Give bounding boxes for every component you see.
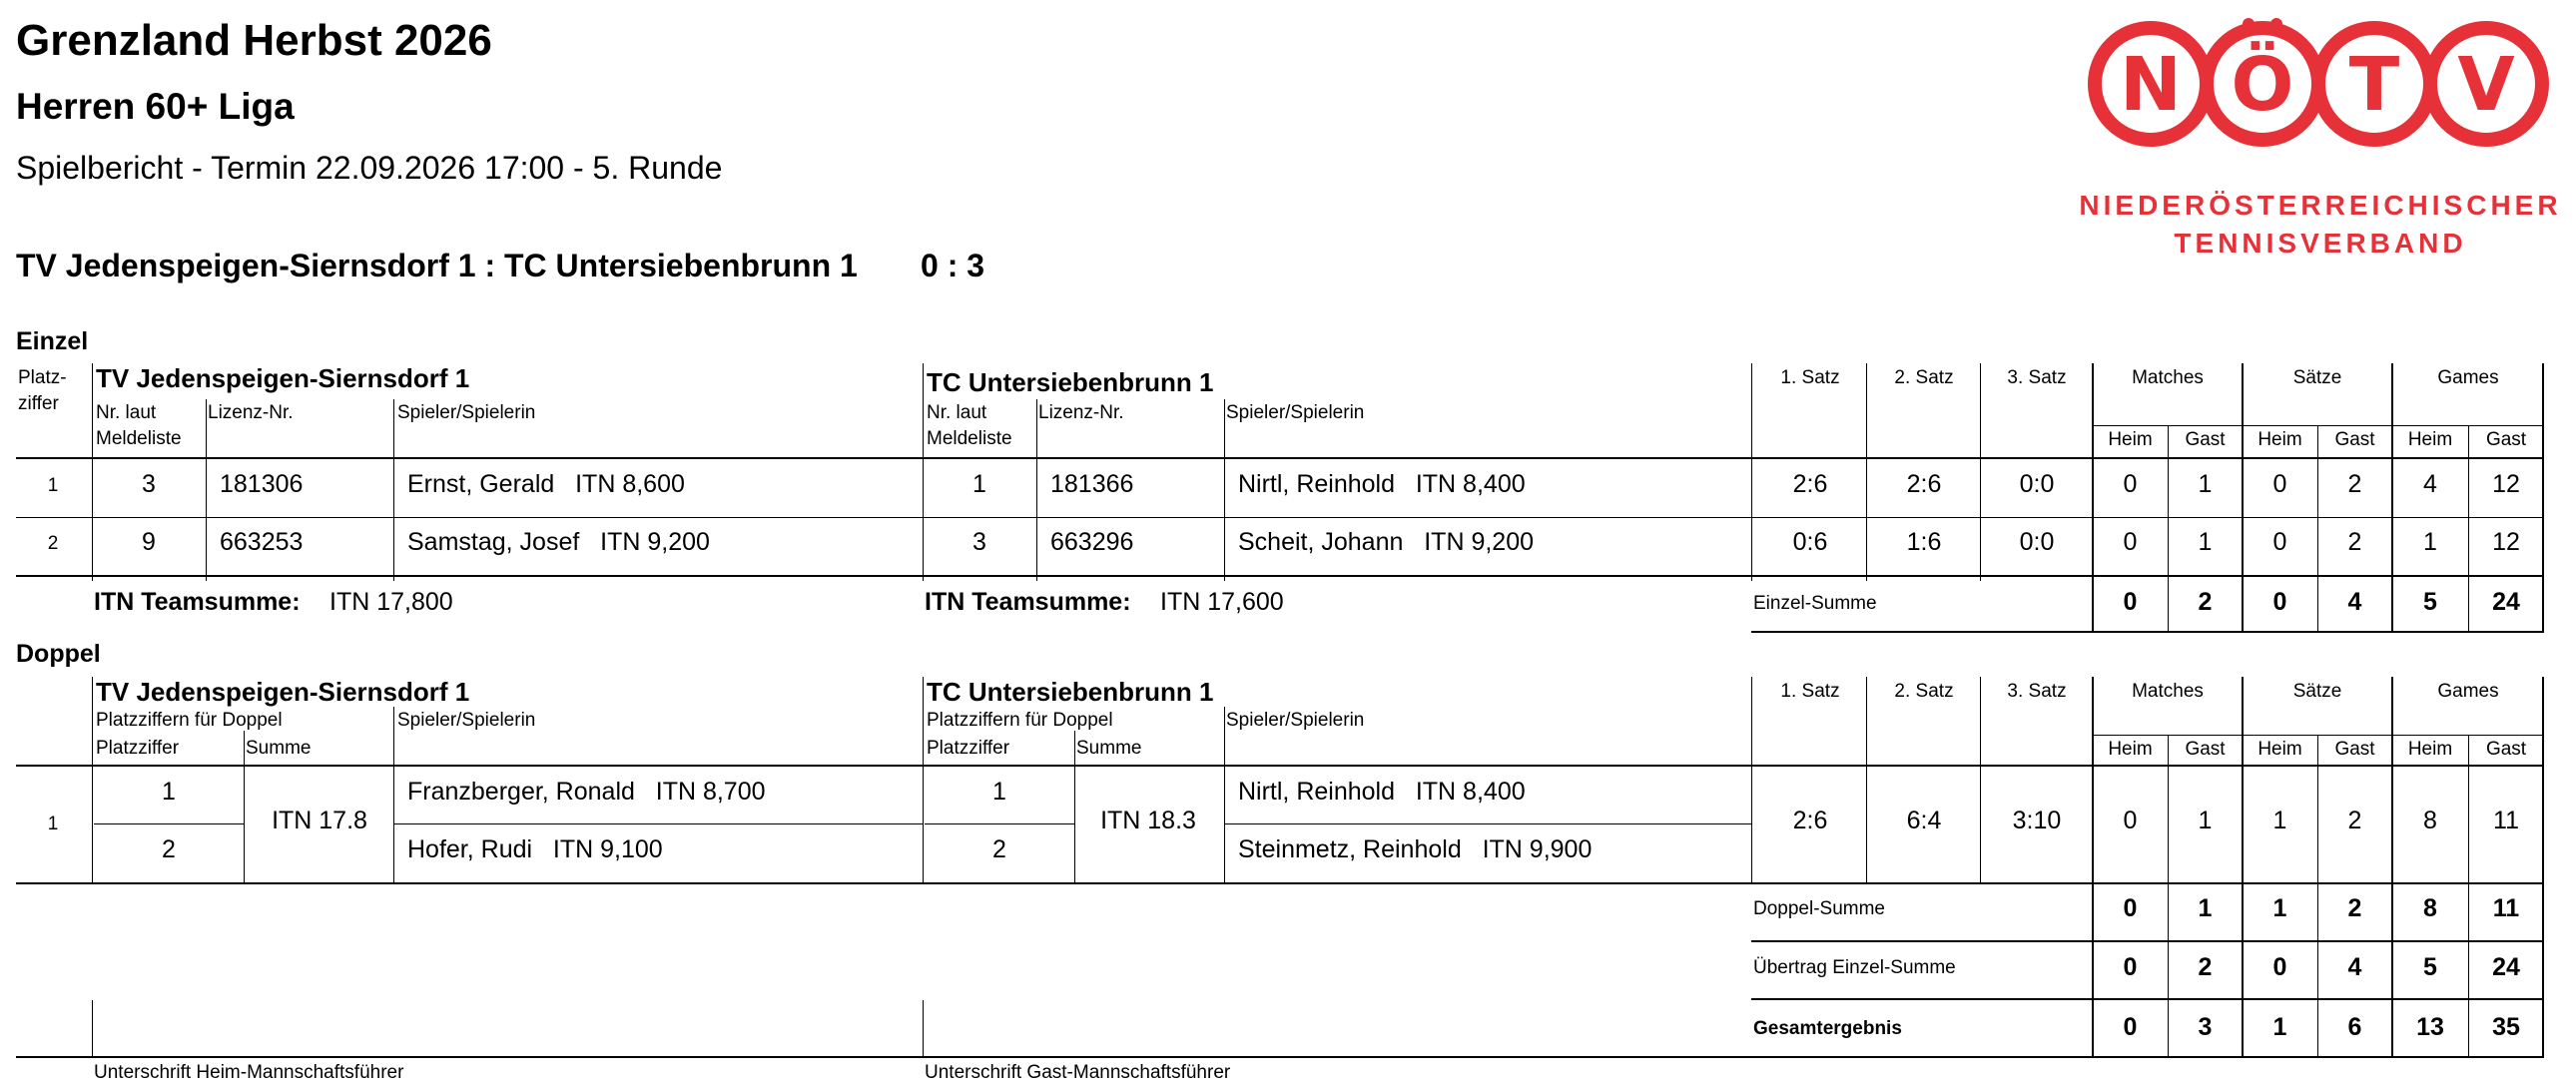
- total-cell: 13: [2416, 1013, 2444, 1041]
- platz-cell: 1: [47, 814, 59, 834]
- logo-letter-o: Ö: [2231, 42, 2294, 128]
- home-player1-cell: Franzberger, Ronald ITN 8,700: [407, 778, 766, 806]
- signature-box-left: [92, 1000, 93, 1056]
- col-spieler-guest: Spieler/Spielerin: [1226, 710, 1365, 731]
- grid-line: [393, 823, 923, 824]
- gast-label: Gast: [2334, 429, 2375, 450]
- grid-line: [2092, 363, 2094, 633]
- heim-label: Heim: [2257, 429, 2302, 450]
- home-lizenz-cell: 663253: [220, 528, 304, 556]
- satz3-header: 3. Satz: [2007, 367, 2067, 388]
- saetze-gast-cell: 2: [2347, 528, 2362, 556]
- matches-gast-cell: 1: [2198, 528, 2213, 556]
- col-spieler-guest: Spieler/Spielerin: [1226, 402, 1365, 423]
- platz-cell: 1: [47, 475, 59, 496]
- doppel-guest-team: TC Untersiebenbrunn 1: [927, 677, 1214, 707]
- grid-line: [2468, 735, 2469, 1058]
- saetze-heim-cell: 0: [2272, 528, 2287, 556]
- guest-summe-cell: ITN 18.3: [1100, 807, 1196, 834]
- grid-line: [1751, 677, 1752, 882]
- guest-nr-cell: 3: [972, 528, 986, 556]
- grid-line: [16, 517, 2544, 518]
- grid-line: [1866, 677, 1867, 882]
- satz3-cell: 0:0: [2019, 528, 2055, 556]
- guest-pz2-cell: 2: [992, 835, 1006, 863]
- gesamt-label: Gesamtergebnis: [1753, 1018, 1902, 1039]
- sum-cell: 1: [2198, 894, 2213, 922]
- matches-header: Matches: [2132, 681, 2204, 702]
- sum-cell: 2: [2347, 894, 2362, 922]
- guest-itn-value: ITN 17,600: [1160, 588, 1284, 616]
- col-lizenz-guest: Lizenz-Nr.: [1038, 402, 1124, 423]
- gast-label: Gast: [2185, 429, 2226, 450]
- grid-line: [393, 707, 394, 882]
- satz1-cell: 2:6: [1792, 807, 1828, 834]
- sum-cell: 5: [2423, 588, 2437, 616]
- satz2-header: 2. Satz: [1894, 681, 1954, 702]
- total-cell: 35: [2492, 1013, 2520, 1041]
- grid-line: [2168, 735, 2169, 1058]
- grid-line: [1980, 363, 1981, 581]
- grid-line: [925, 823, 1074, 824]
- games-heim-cell: 4: [2423, 470, 2437, 498]
- matches-heim-cell: 0: [2123, 470, 2138, 498]
- league-name: Herren 60+ Liga: [16, 86, 295, 127]
- home-lizenz-cell: 181306: [220, 470, 304, 498]
- home-pz2-cell: 2: [162, 835, 176, 863]
- logo-line1: NIEDERÖSTERREICHISCHER: [2079, 190, 2562, 221]
- sum-cell: 11: [2492, 894, 2520, 922]
- col-summe-home: Summe: [246, 738, 312, 759]
- satz2-cell: 2:6: [1906, 470, 1942, 498]
- sum-cell: 24: [2492, 953, 2520, 981]
- games-gast-cell: 12: [2492, 470, 2520, 498]
- sum-cell: 24: [2492, 588, 2520, 616]
- signature-box-right: [923, 1000, 924, 1056]
- gast-label: Gast: [2485, 429, 2527, 450]
- grid-line: [1036, 399, 1037, 581]
- grid-line: [393, 399, 394, 581]
- sum-cell: 1: [2272, 894, 2287, 922]
- guest-player-cell: Nirtl, Reinhold ITN 8,400: [1238, 470, 1526, 498]
- total-cell: 0: [2123, 1013, 2138, 1041]
- grid-line: [923, 363, 924, 581]
- saetze-gast-cell: 2: [2347, 807, 2362, 834]
- grid-line: [2093, 735, 2544, 736]
- col-platzziffer-home: Platzziffer: [96, 738, 180, 759]
- logo-line2: TENNISVERBAND: [2174, 228, 2467, 259]
- grid-line: [923, 677, 924, 882]
- match-title: TV Jedenspeigen-Siernsdorf 1 : TC Untersiebenbrunn 1: [16, 248, 858, 283]
- grid-line: [1751, 631, 2544, 633]
- grid-line: [1751, 998, 2544, 1000]
- satz2-cell: 1:6: [1906, 528, 1942, 556]
- col-summe-guest: Summe: [1076, 738, 1142, 759]
- match-result: 0 : 3: [921, 248, 985, 283]
- col-pz-home: Platzziffern für Doppel: [96, 710, 283, 731]
- noetv-logo-mark: [2085, 18, 2560, 148]
- satz1-cell: 2:6: [1792, 470, 1828, 498]
- home-player-cell: Ernst, Gerald ITN 8,600: [407, 470, 685, 498]
- grid-line: [2542, 363, 2544, 633]
- uebertrag-label: Übertrag Einzel-Summe: [1753, 957, 1956, 978]
- grid-line: [1751, 363, 1752, 581]
- saetze-gast-cell: 2: [2347, 470, 2362, 498]
- einzel-home-team: TV Jedenspeigen-Siernsdorf 1: [96, 363, 470, 393]
- sum-cell: 2: [2198, 588, 2213, 616]
- home-signature-label: Unterschrift Heim-Mannschaftsführer: [94, 1062, 404, 1083]
- sum-cell: 0: [2123, 953, 2138, 981]
- grid-line: [16, 457, 2544, 459]
- total-cell: 6: [2347, 1013, 2362, 1041]
- col-pz-guest: Platzziffern für Doppel: [927, 710, 1113, 731]
- grid-line: [244, 731, 245, 882]
- platz-header: Platz- ziffer: [18, 367, 67, 414]
- home-itn-value: ITN 17,800: [329, 588, 453, 616]
- sum-cell: 4: [2347, 953, 2362, 981]
- doppel-home-team: TV Jedenspeigen-Siernsdorf 1: [96, 677, 470, 707]
- grid-line: [16, 882, 2544, 884]
- grid-line: [92, 363, 93, 581]
- total-cell: 1: [2272, 1013, 2287, 1041]
- guest-player1-cell: Nirtl, Reinhold ITN 8,400: [1238, 778, 1526, 806]
- total-cell: 3: [2198, 1013, 2213, 1041]
- col-spieler-home: Spieler/Spielerin: [397, 710, 536, 731]
- guest-signature-label: Unterschrift Gast-Mannschaftsführer: [925, 1062, 1231, 1083]
- matches-heim-cell: 0: [2123, 807, 2138, 834]
- heim-label: Heim: [2407, 739, 2453, 760]
- home-itn-label: ITN Teamsumme:: [94, 588, 301, 616]
- satz1-cell: 0:6: [1792, 528, 1828, 556]
- heim-label: Heim: [2407, 429, 2453, 450]
- logo-letter-n: N: [2120, 42, 2182, 128]
- section-doppel: Doppel: [16, 640, 101, 668]
- games-gast-cell: 11: [2493, 807, 2519, 834]
- page-title: Grenzland Herbst 2026: [16, 16, 492, 65]
- einzel-summe-label: Einzel-Summe: [1753, 593, 1877, 614]
- sum-cell: 0: [2123, 588, 2138, 616]
- grid-line: [1224, 399, 1225, 581]
- sum-cell: 5: [2423, 953, 2437, 981]
- report-info: Spielbericht - Termin 22.09.2026 17:00 - 5. Runde: [16, 150, 723, 186]
- home-nr-cell: 3: [142, 470, 156, 498]
- sum-cell: 0: [2272, 588, 2287, 616]
- grid-line: [2093, 425, 2544, 426]
- gast-label: Gast: [2485, 739, 2527, 760]
- home-nr-cell: 9: [142, 528, 156, 556]
- grid-line: [2391, 363, 2393, 633]
- matches-gast-cell: 1: [2198, 807, 2213, 834]
- home-pz1-cell: 1: [162, 778, 176, 806]
- games-header: Games: [2437, 367, 2499, 388]
- saetze-header: Sätze: [2292, 367, 2342, 388]
- guest-nr-cell: 1: [972, 470, 986, 498]
- grid-line: [1224, 823, 1751, 824]
- doppel-summe-label: Doppel-Summe: [1753, 898, 1885, 919]
- sum-cell: 2: [2198, 953, 2213, 981]
- logo-letter-v: V: [2457, 42, 2515, 128]
- col-nr-home: Nr. laut Meldeliste: [96, 402, 182, 449]
- col-lizenz-home: Lizenz-Nr.: [208, 402, 294, 423]
- einzel-guest-team: TC Untersiebenbrunn 1: [927, 367, 1214, 397]
- grid-line: [16, 1056, 2544, 1058]
- grid-line: [92, 677, 93, 882]
- section-einzel: Einzel: [16, 327, 89, 355]
- saetze-heim-cell: 0: [2272, 470, 2287, 498]
- gast-label: Gast: [2185, 739, 2226, 760]
- guest-pz1-cell: 1: [992, 778, 1006, 806]
- guest-itn-label: ITN Teamsumme:: [925, 588, 1131, 616]
- sum-cell: 4: [2347, 588, 2362, 616]
- games-heim-cell: 8: [2423, 807, 2437, 834]
- grid-line: [1751, 940, 2544, 942]
- heim-label: Heim: [2257, 739, 2302, 760]
- guest-lizenz-cell: 663296: [1050, 528, 1134, 556]
- gast-label: Gast: [2334, 739, 2375, 760]
- sum-cell: 0: [2272, 953, 2287, 981]
- logo-letter-t: T: [2348, 42, 2400, 128]
- guest-player-cell: Scheit, Johann ITN 9,200: [1238, 528, 1535, 556]
- saetze-header: Sätze: [2292, 681, 2342, 702]
- matches-header: Matches: [2132, 367, 2204, 388]
- platz-cell: 2: [47, 533, 59, 554]
- col-platzziffer-guest: Platzziffer: [927, 738, 1010, 759]
- matches-heim-cell: 0: [2123, 528, 2138, 556]
- satz3-cell: 3:10: [2012, 807, 2062, 834]
- home-player-cell: Samstag, Josef ITN 9,200: [407, 528, 710, 556]
- games-gast-cell: 12: [2492, 528, 2520, 556]
- grid-line: [206, 399, 207, 581]
- grid-line: [1866, 363, 1867, 581]
- games-heim-cell: 1: [2423, 528, 2437, 556]
- home-player2-cell: Hofer, Rudi ITN 9,100: [407, 835, 663, 863]
- guest-lizenz-cell: 181366: [1050, 470, 1134, 498]
- grid-line: [16, 575, 2544, 577]
- grid-line: [1980, 677, 1981, 882]
- heim-label: Heim: [2108, 739, 2153, 760]
- grid-line: [94, 823, 244, 824]
- satz2-cell: 6:4: [1906, 807, 1942, 834]
- satz1-header: 1. Satz: [1780, 681, 1840, 702]
- sum-cell: 0: [2123, 894, 2138, 922]
- satz1-header: 1. Satz: [1780, 367, 1840, 388]
- grid-line: [16, 765, 2544, 767]
- grid-line: [2242, 363, 2244, 633]
- grid-line: [1224, 707, 1225, 882]
- heim-label: Heim: [2108, 429, 2153, 450]
- home-summe-cell: ITN 17.8: [272, 807, 367, 834]
- games-header: Games: [2437, 681, 2499, 702]
- grid-line: [1074, 731, 1075, 882]
- col-nr-guest: Nr. laut Meldeliste: [927, 402, 1012, 449]
- col-spieler-home: Spieler/Spielerin: [397, 402, 536, 423]
- satz3-header: 3. Satz: [2007, 681, 2067, 702]
- guest-player2-cell: Steinmetz, Reinhold ITN 9,900: [1238, 835, 1593, 863]
- satz2-header: 2. Satz: [1894, 367, 1954, 388]
- matches-gast-cell: 1: [2198, 470, 2213, 498]
- satz3-cell: 0:0: [2019, 470, 2055, 498]
- sum-cell: 8: [2423, 894, 2437, 922]
- saetze-heim-cell: 1: [2272, 807, 2287, 834]
- grid-line: [2317, 735, 2318, 1058]
